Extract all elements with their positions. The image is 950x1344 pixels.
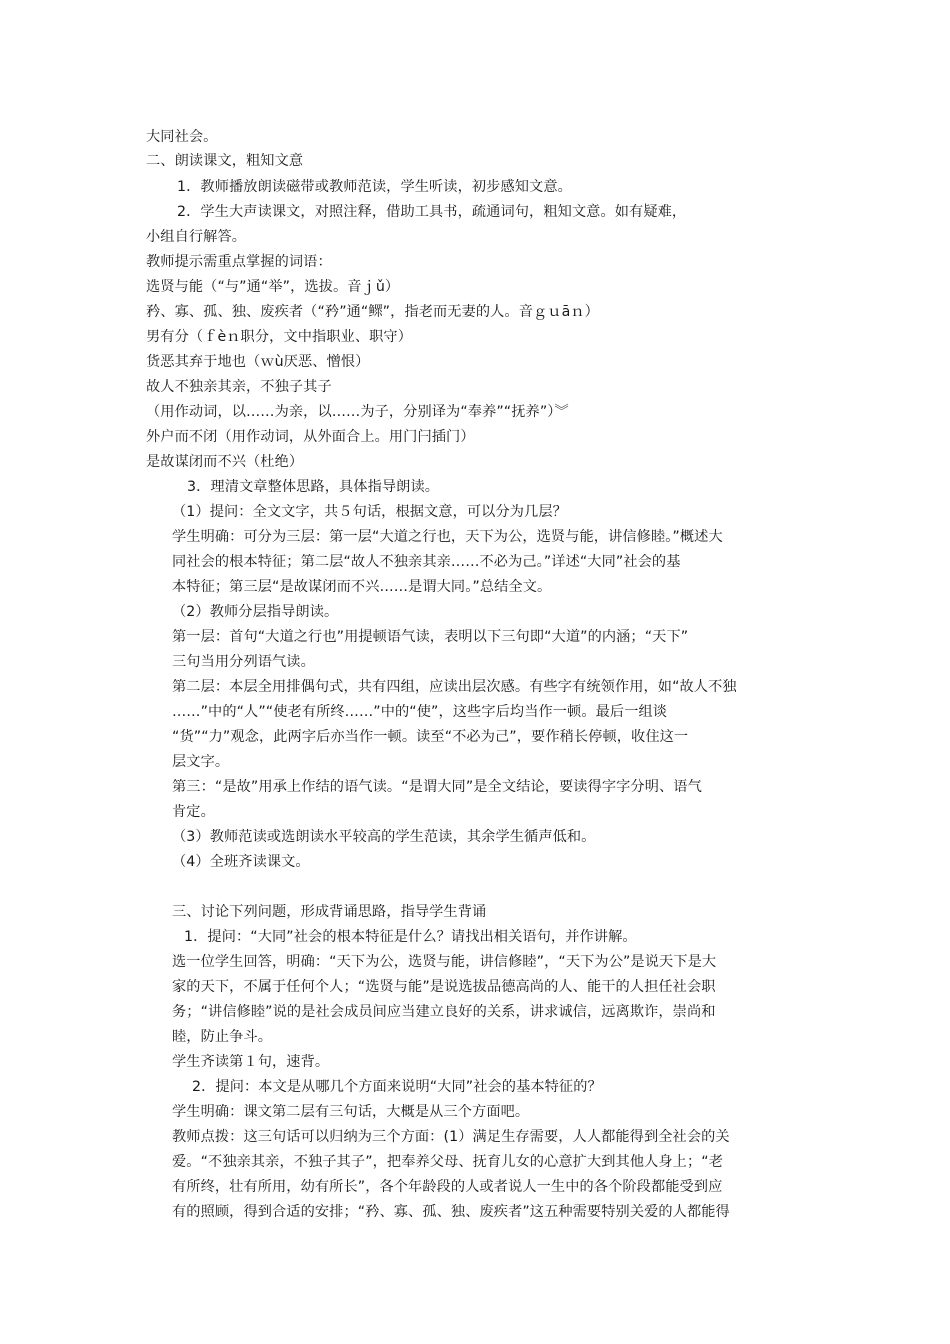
text-line: 1．提问：“大同”社会的根本特征是什么？请找出相关语句，并作讲解。	[184, 929, 637, 945]
text-line: （3）教师范读或选朗读水平较高的学生范读，其余学生循声低和。	[172, 829, 596, 845]
text-line: 爱。“不独亲其亲，不独子其子”，把奉养父母、抚育儿女的心意扩大到其他人身上；“老	[172, 1154, 723, 1170]
text-line: 1．教师播放朗读磁带或教师范读，学生听读，初步感知文意。	[177, 179, 572, 195]
text-line: 男有分（ｆèｎ职分，文中指职业、职守）	[146, 329, 413, 345]
text-line: 选贤与能（“与”通“举”，选拔。音ｊǔ）	[146, 279, 400, 295]
text-line: （4）全班齐读课文。	[172, 854, 310, 870]
text-line: （用作动词，以……为亲，以……为子，分别译为“奉养”“抚养”）︾	[146, 404, 569, 420]
text-line: 2．提问：本文是从哪几个方面来说明“大同”社会的基本特征的？	[192, 1079, 602, 1095]
text-line: （1）提问：全文文字，共５句话，根据文意，可以分为几层？	[172, 504, 567, 520]
text-line: 货恶其弃于地也（ｗù厌恶、憎恨）	[146, 354, 370, 370]
text-line: 教师提示需重点掌握的词语：	[146, 254, 332, 270]
text-line: 同社会的根本特征；第二层“故人不独亲其亲……不必为己。”详述“大同”社会的基	[172, 554, 681, 570]
text-line: 肯定。	[172, 804, 215, 820]
text-line: 小组自行解答。	[146, 229, 247, 245]
text-line: 3．理清文章整体思路，具体指导朗读。	[187, 479, 440, 495]
text-line: 第二层：本层全用排偶句式，共有四组，应读出层次感。有些字有统领作用，如“故人不独	[172, 679, 737, 695]
text-line: 选一位学生回答，明确：“天下为公，选贤与能，讲信修睦”，“天下为公”是说天下是大	[172, 954, 717, 970]
text-line: （2）教师分层指导朗读。	[172, 604, 339, 620]
text-line: 学生明确：课文第二层有三句话，大概是从三个方面吧。	[172, 1104, 530, 1120]
text-line: 第三：“是故”用承上作结的语气读。“是谓大同”是全文结论，要读得字字分明、语气	[172, 779, 702, 795]
section-heading: 三、讨论下列问题，形成背诵思路，指导学生背诵	[172, 904, 487, 920]
text-line: ……”中的“人”“使老有所终……”中的“使”，这些字后均当作一顿。最后一组谈	[172, 704, 668, 720]
text-line: 三句当用分列语气读。	[172, 654, 315, 670]
text-line: 本特征；第三层“是故谋闭而不兴……是谓大同。”总结全文。	[172, 579, 552, 595]
text-line: “货”“力”观念，此两字后亦当作一顿。读至“不必为己”，要作稍长停顿，收住这一	[172, 729, 689, 745]
text-line: 有的照顾，得到合适的安排；“矜、寡、孤、独、废疾者”这五种需要特别关爱的人都能得	[172, 1204, 730, 1220]
text-line: 故人不独亲其亲，不独子其子	[146, 379, 332, 395]
text-line: 外户而不闭（用作动词，从外面合上。用门闩插门）	[146, 429, 475, 445]
text-line: 矜、寡、孤、独、废疾者（“矜”通“鳏”，指老而无妻的人。音ｇｕāｎ）	[146, 304, 599, 320]
text-line: 是故谋闭而不兴（杜绝）	[146, 454, 304, 470]
text-line: 学生齐读第１句，速背。	[172, 1054, 330, 1070]
text-line: 务；“讲信修睦”说的是社会成员间应当建立良好的关系，讲求诚信，远离欺诈，崇尚和	[172, 1004, 716, 1020]
text-line: 2．学生大声读课文，对照注释，借助工具书，疏通词句，粗知文意。如有疑难，	[177, 204, 687, 220]
text-line: 大同社会。	[146, 129, 218, 145]
text-line: 睦，防止争斗。	[172, 1029, 273, 1045]
text-line: 家的天下，不属于任何个人；“选贤与能”是说选拔品德高尚的人、能干的人担任社会职	[172, 979, 716, 995]
text-line: 学生明确：可分为三层：第一层“大道之行也，天下为公，选贤与能，讲信修睦。”概述大	[172, 529, 723, 545]
text-line: 第一层：首句“大道之行也”用提顿语气读，表明以下三句即“大道”的内涵；“天下”	[172, 629, 689, 645]
text-line: 有所终，壮有所用，幼有所长”，各个年龄段的人或者说人一生中的各个阶段都能受到应	[172, 1179, 723, 1195]
text-line: 层文字。	[172, 754, 230, 770]
section-heading: 二、朗读课文，粗知文意	[146, 153, 304, 169]
text-line: 教师点拨：这三句话可以归纳为三个方面：(1）满足生存需要，人人都能得到全社会的关	[172, 1129, 730, 1145]
